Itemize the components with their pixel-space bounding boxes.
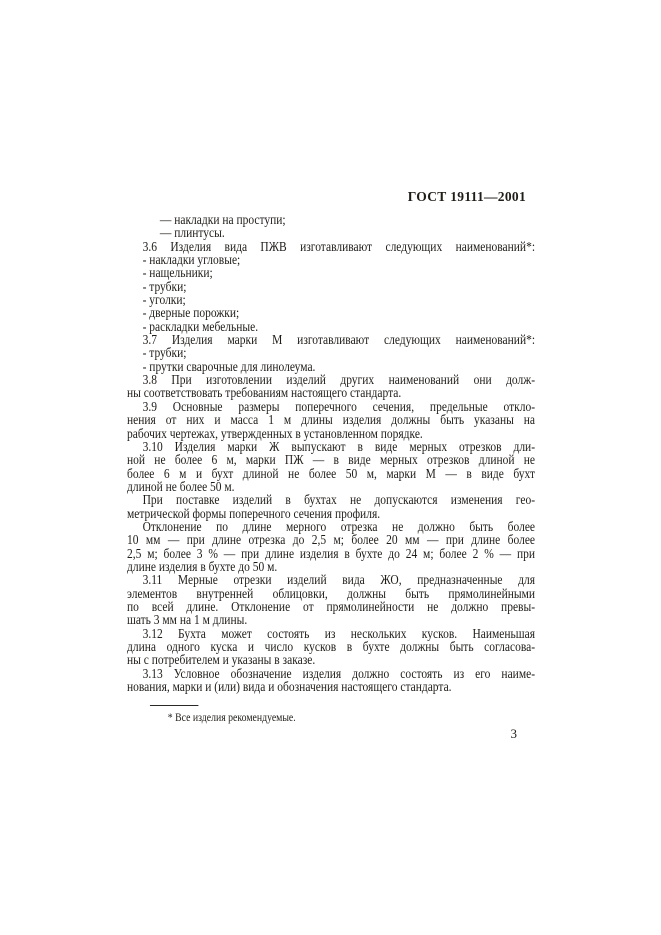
text-line: 10 мм — при длине отрезка до 2,5 м; более 20 мм — при длине более: [127, 533, 536, 549]
text-line: 3.6 Изделия вида ПЖВ изготавливают следующих наименований*:: [142, 239, 536, 255]
text-line: 3.8 При изготовлении изделий других наименований они долж-: [142, 373, 536, 389]
footnote-divider: [150, 705, 198, 706]
text-line: - дверные порожки;: [142, 306, 240, 322]
text-line: При поставке изделий в бухтах не допускаются изменения гео-: [142, 493, 536, 509]
text-line: - уголки;: [142, 293, 186, 309]
text-line: - раскладки мебельные.: [142, 319, 259, 335]
text-line: - прутки сварочные для линолеума.: [142, 359, 316, 375]
text-line: 3.12 Бухта может состоять из нескольких кусков. Наименьшая: [142, 626, 536, 642]
text-line: нования, марки и (или) вида и обозначения настоящего стандарта.: [127, 680, 452, 696]
text-line: 3.9 Основные размеры поперечного сечения, предельные откло-: [142, 399, 536, 415]
text-line: ной не более 6 м, марки ПЖ — в виде мерных отрезков длиной не: [127, 453, 536, 469]
text-line: ны соответствовать требованиям настоящего стандарта.: [127, 386, 402, 402]
text-line: нения от них и масса 1 м длины изделия должны быть указаны на: [127, 413, 536, 429]
text-line: 2,5 м; более 3 % — при длине изделия в бухте до 24 м; более 2 % — при: [127, 546, 536, 562]
text-line: длина одного куска и число кусков в бухте должны быть согласова-: [127, 640, 536, 655]
text-line: 3.11 Мерные отрезки изделий вида ЖО, предназначенные для: [142, 573, 536, 589]
text-line: - трубки;: [142, 346, 187, 362]
document-body: [127, 214, 535, 694]
text-line: 3.13 Условное обозначение изделия должно состоять из его наиме-: [142, 666, 536, 682]
text-line: Отклонение по длине мерного отрезка не должно быть более: [142, 519, 536, 535]
text-line: длиной не более 50 м.: [127, 479, 235, 495]
footnote-text: * Все изделия рекомендуемые.: [167, 712, 296, 724]
page-number: 3: [510, 726, 517, 741]
text-line: — плинтусы.: [159, 226, 225, 242]
text-line: - нащельники;: [142, 266, 213, 282]
text-line: ны с потребителем и указаны в заказе.: [127, 653, 316, 669]
text-line: метрической формы поперечного сечения профиля.: [127, 506, 381, 522]
text-line: по всей длине. Отклонение от прямолинейности не должно превы-: [127, 599, 536, 615]
standard-code-header: ГОСТ 19111—2001: [407, 189, 526, 204]
text-line: - накладки угловые;: [142, 253, 241, 269]
text-line: длине изделия в бухте до 50 м.: [127, 559, 278, 575]
text-line: элементов внутренней облицовки, должны быть прямолинейными: [127, 586, 536, 602]
text-line: — накладки на проступи;: [159, 213, 286, 228]
footnote-block: [127, 705, 484, 724]
text-line: более 6 м и бухт длиной не более 50 м, марки М — в виде бухт: [127, 466, 536, 482]
text-line: - трубки;: [142, 279, 187, 295]
text-line: шать 3 мм на 1 м длины.: [127, 613, 248, 629]
text-line: рабочих чертежах, утвержденных в установленном порядке.: [127, 426, 423, 442]
text-line: 3.7 Изделия марки М изготавливают следующих наименований*:: [142, 333, 536, 349]
text-line: 3.10 Изделия марки Ж выпускают в виде мерных отрезков дли-: [142, 439, 536, 455]
